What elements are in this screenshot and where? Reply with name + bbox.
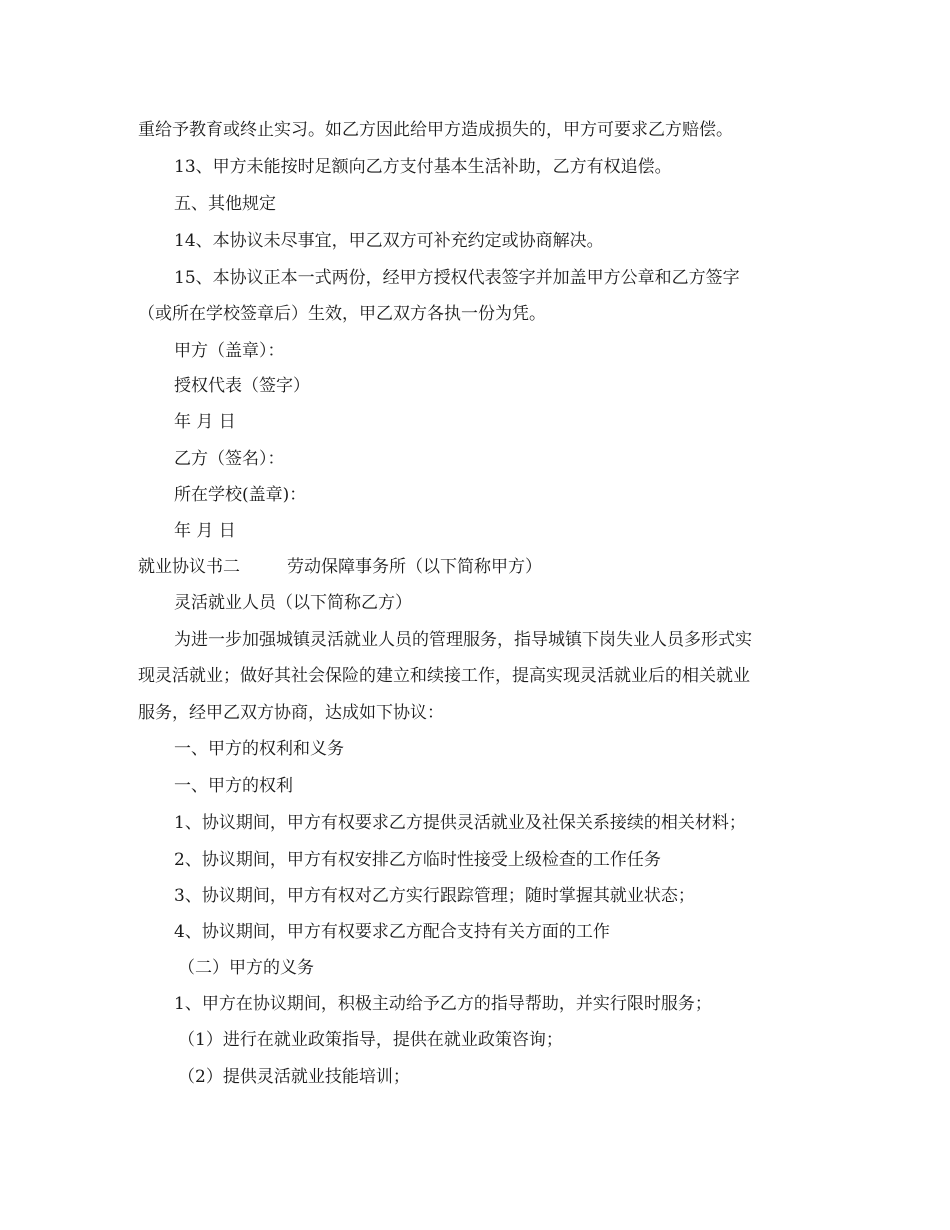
line-text: 15、本协议正本一式两份，经甲方授权代表签字并加盖甲方公章和乙方签字: [174, 268, 740, 288]
party-a-name: 劳动保障事务所（以下简称甲方）: [287, 557, 542, 577]
list-item: [0, 845, 950, 875]
line-text: 五、其他规定: [174, 194, 276, 214]
line-text: 所在学校(盖章)：: [174, 485, 307, 505]
line-text: 授权代表（签字）: [174, 376, 310, 396]
text-line: [0, 152, 950, 182]
section-heading: [0, 734, 950, 764]
text-line: [0, 115, 950, 145]
text-line: [0, 299, 950, 329]
date-field: [0, 516, 950, 546]
party-b-line: [0, 588, 950, 618]
document-title-line: [0, 552, 950, 582]
line-text: 重给予教育或终止实习。如乙方因此给甲方造成损失的，甲方可要求乙方赔偿。: [138, 120, 733, 140]
text-line: [0, 698, 950, 728]
line-text: 服务，经甲乙双方协商，达成如下协议：: [138, 703, 444, 723]
document-title: 就业协议书二: [138, 557, 240, 577]
signature-field: [0, 444, 950, 474]
text-line: [0, 226, 950, 256]
list-item: [0, 917, 950, 947]
section-heading: [0, 953, 950, 983]
list-item: [0, 1062, 950, 1092]
line-text: 13、甲方未能按时足额向乙方支付基本生活补助，乙方有权追偿。: [174, 157, 672, 177]
line-text: 一、甲方的权利和义务: [174, 739, 344, 759]
text-line: [0, 661, 950, 691]
line-text: （2）提供灵活就业技能培训；: [178, 1067, 410, 1087]
line-text: 灵活就业人员（以下简称乙方）: [174, 593, 412, 613]
date-field: [0, 407, 950, 437]
line-text: 2、协议期间，甲方有权安排乙方临时性接受上级检查的工作任务: [174, 850, 661, 870]
line-text: 4、协议期间，甲方有权要求乙方配合支持有关方面的工作: [174, 922, 610, 942]
line-text: 1、协议期间，甲方有权要求乙方提供灵活就业及社保关系接续的相关材料；: [174, 813, 746, 833]
list-item: [0, 989, 950, 1019]
line-text: 年 月 日: [174, 521, 236, 541]
line-text: 一、甲方的权利: [174, 776, 293, 796]
signature-field: [0, 480, 950, 510]
line-text: 3、协议期间，甲方有权对乙方实行跟踪管理；随时掌握其就业状态；: [174, 886, 695, 906]
signature-field: [0, 336, 950, 366]
line-text: 14、本协议未尽事宜，甲乙双方可补充约定或协商解决。: [174, 231, 604, 251]
line-text: 年 月 日: [174, 412, 236, 432]
line-text: （二）甲方的义务: [178, 958, 314, 978]
line-text: （1）进行在就业政策指导，提供在就业政策咨询；: [178, 1030, 563, 1050]
list-item: [0, 881, 950, 911]
line-text: 乙方（签名）：: [174, 449, 285, 469]
section-heading: [0, 189, 950, 219]
text-line: [0, 625, 950, 655]
list-item: [0, 808, 950, 838]
line-text: 为进一步加强城镇灵活就业人员的管理服务，指导城镇下岗失业人员多形式实: [174, 630, 752, 650]
list-item: [0, 1025, 950, 1055]
text-line: [0, 263, 950, 293]
line-text: （或所在学校签章后）生效，甲乙双方各执一份为凭。: [138, 304, 546, 324]
line-text: 甲方（盖章）：: [174, 341, 285, 361]
line-text: 1、甲方在协议期间，积极主动给予乙方的指导帮助，并实行限时服务；: [174, 994, 712, 1014]
line-text: 现灵活就业；做好其社会保险的建立和续接工作，提高实现灵活就业后的相关就业: [138, 666, 750, 686]
section-heading: [0, 771, 950, 801]
signature-field: [0, 371, 950, 401]
